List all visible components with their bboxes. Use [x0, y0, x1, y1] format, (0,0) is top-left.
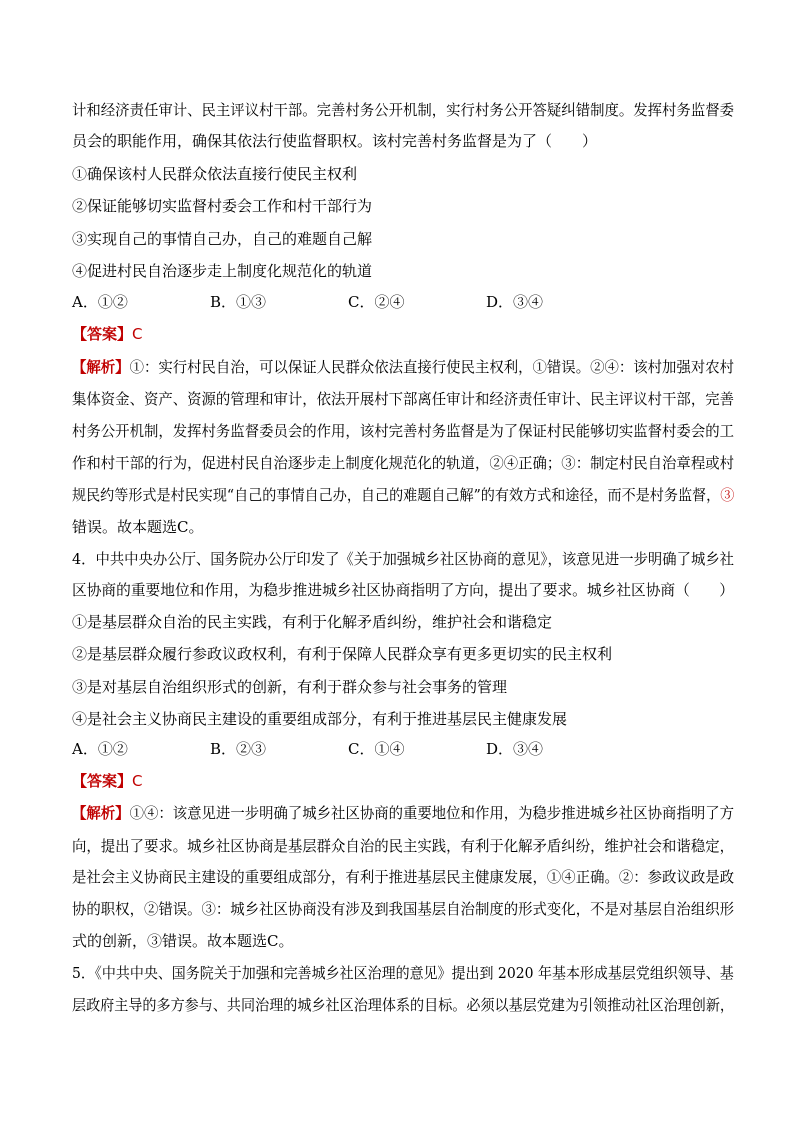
q3-answer-value: C [132, 325, 143, 343]
q3-item-1: ①确保该村人民群众依法直接行使民主权利 [72, 165, 358, 183]
q4-analysis-label: 【解析】 [72, 804, 130, 822]
q3-analysis-label: 【解析】 [72, 358, 130, 376]
q4-analysis-text-1: ①④：该意见进一步明确了城乡社区协商的重要地位和作用，为稳步推进城乡社区协商指明了方 [129, 804, 735, 822]
q3-item-2: ②保证能够切实监督村委会工作和村干部行为 [72, 197, 373, 215]
q4-stem-line-2: 区协商的重要地位和作用，为稳步推进城乡社区协商指明了方向，提出了要求。城乡社区协商（ ） [72, 581, 734, 599]
q4-answer-label: 【答案】 [72, 772, 133, 790]
q3-option-b: B．①③ [210, 293, 267, 311]
q4-item-4: ④是社会主义协商民主建设的重要组成部分，有利于推进基层民主健康发展 [72, 710, 568, 728]
q3-analysis-line-3: 村务公开机制，发挥村务监督委员会的作用，该村完善村务监督是为了保证村民能够切实监督村委会的工 [72, 422, 735, 440]
q3-answer-label: 【答案】 [72, 325, 133, 343]
q3-stem-line-2: 员会的职能作用，确保其依法行使监督职权。该村完善村务监督是为了（ ） [72, 132, 598, 150]
q3-item-4: ④促进村民自治逐步走上制度化规范化的轨道 [72, 262, 373, 280]
q4-item-3: ③是对基层自治组织形式的创新，有利于群众参与社会事务的管理 [72, 678, 508, 696]
q3-analysis-text-5: 规民约等形式是村民实现“自己的事情自己办，自己的难题自己解”的有效方式和途径，而不是村务监督， [72, 486, 721, 504]
q3-answer [72, 324, 143, 344]
q4-item-1: ①是基层群众自治的民主实践，有利于化解矛盾纠纷，维护社会和谐稳定 [72, 613, 553, 631]
q4-analysis-line-1 [72, 803, 734, 823]
q4-item-2: ②是基层群众履行参政议政权利，有利于保障人民群众享有更多更切实的民主权利 [72, 645, 613, 663]
q4-answer-value: C [132, 772, 143, 790]
q4-analysis-line-4: 协的职权，②错误。③：城乡社区协商没有涉及到我国基层自治制度的形式变化，不是对基层自治组织形 [72, 900, 735, 918]
q3-analysis-red-mark: ③ [720, 486, 735, 504]
q3-analysis-line-6: 错误。故本题选C。 [72, 518, 204, 536]
q3-analysis-line-4: 作和村干部的行为，促进村民自治逐步走上制度化规范化的轨道，②④正确；③：制定村民自治章程或村 [72, 454, 735, 472]
q4-option-b: B．②③ [210, 740, 267, 758]
q4-option-c: C．①④ [348, 740, 405, 758]
q3-stem-line-1: 计和经济责任审计、民主评议村干部。完善村务公开机制，实行村务公开答疑纠错制度。发挥村务监督委 [72, 101, 735, 119]
q4-analysis-line-3: 是社会主义协商民主建设的重要组成部分，有利于推进基层民主健康发展，①④正确。②：参政议政是政 [72, 868, 735, 886]
q4-option-a: A．①② [72, 740, 128, 758]
q3-option-c: C．②④ [348, 293, 405, 311]
q4-answer [72, 771, 143, 791]
q4-stem-line-1: 4．中共中央办公厅、国务院办公厅印发了《关于加强城乡社区协商的意见》，该意见进一步明确了城乡社 [72, 550, 735, 568]
q3-item-3: ③实现自己的事情自己办，自己的难题自己解 [72, 230, 373, 248]
q3-option-d: D．③④ [486, 293, 544, 311]
q3-analysis-line-2: 集体资金、资产、资源的管理和审计，依法开展村下部离任审计和经济责任审计、民主评议村干部，完善 [72, 390, 735, 408]
q3-analysis-text-1: ①：实行村民自治，可以保证人民群众依法直接行使民主权利，①错误。②④：该村加强对农村 [129, 358, 735, 376]
q5-stem-line-1: 5．《中共中央、国务院关于加强和完善城乡社区治理的意见》提出到 2020 年基本形成基层党组织领导、基 [72, 964, 734, 982]
q3-analysis-line-1 [72, 357, 734, 377]
q5-stem-line-2: 层政府主导的多方参与、共同治理的城乡社区治理体系的目标。必须以基层党建为引领推动社区治理创新， [72, 996, 735, 1014]
q4-option-d: D．③④ [486, 740, 544, 758]
q3-option-a: A．①② [72, 293, 128, 311]
q3-analysis-line-5 [72, 485, 734, 505]
q4-analysis-line-2: 向，提出了要求。城乡社区协商是基层群众自治的民主实践，有利于化解矛盾纠纷，维护社会和谐稳定， [72, 837, 735, 855]
q4-analysis-line-5: 式的创新，③错误。故本题选C。 [72, 932, 294, 950]
